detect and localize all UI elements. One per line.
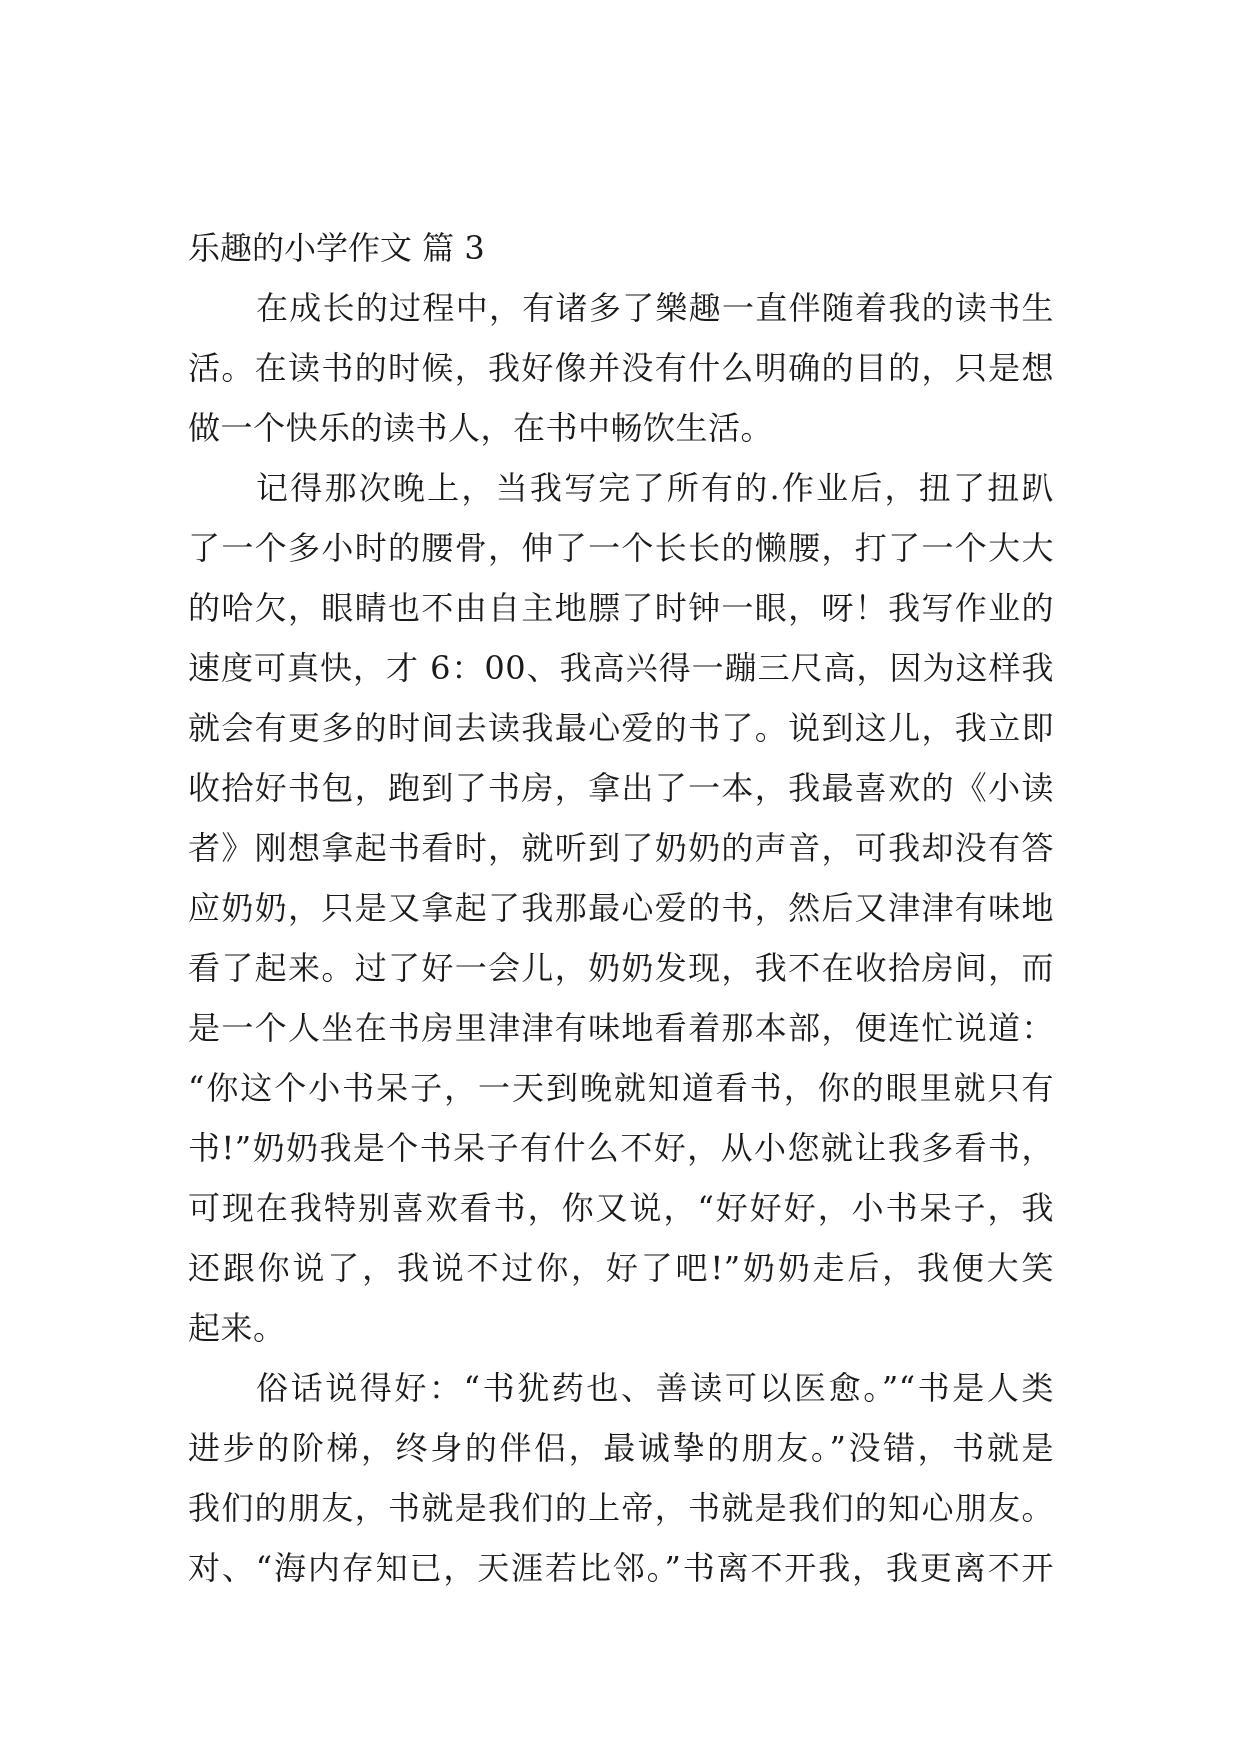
text-line: 做一个快乐的读书人，在书中畅饮生活。 [188, 409, 774, 447]
text-line: 俗话说得好：“书犹药也、善读可以医愈。”“书是人类 [256, 1369, 1054, 1407]
essay-body [188, 218, 1054, 1598]
text-line: 者》刚想拿起书看时，就听到了奶奶的声音，可我却没有答 [188, 829, 1054, 867]
text-line: 收拾好书包，跑到了书房，拿出了一本，我最喜欢的《小读 [188, 769, 1054, 807]
text-line: 起来。 [188, 1309, 286, 1347]
text-line: 的哈欠，眼睛也不由自主地膘了时钟一眼，呀！我写作业的 [188, 589, 1054, 627]
text-line: 是一个人坐在书房里津津有味地看着那本部，便连忙说道： [188, 1009, 1054, 1047]
text-line: 我们的朋友，书就是我们的上帝，书就是我们的知心朋友。 [188, 1489, 1054, 1527]
text-line: 书!”奶奶我是个书呆子有什么不好，从小您就让我多看书， [188, 1129, 1054, 1167]
paragraph-3 [188, 1358, 1054, 1598]
text-line: 可现在我特别喜欢看书，你又说，“好好好，小书呆子，我 [188, 1189, 1054, 1227]
text-line: 看了起来。过了好一会儿，奶奶发现，我不在收拾房间，而 [188, 949, 1054, 987]
text-line: 活。在读书的时候，我好像并没有什么明确的目的，只是想 [188, 349, 1054, 387]
text-line: 还跟你说了，我说不过你，好了吧!”奶奶走后，我便大笑 [188, 1249, 1054, 1287]
text-line: 速度可真快，才 6：00、我高兴得一蹦三尺高，因为这样我 [188, 649, 1054, 687]
text-line: 对、“海内存知已，天涯若比邻。”书离不开我，我更离不开 [188, 1549, 1054, 1587]
text-line: 在成长的过程中，有诸多了樂趣一直伴随着我的读书生 [256, 289, 1054, 327]
paragraph-2 [188, 458, 1054, 1358]
essay-title: 乐趣的小学作文 篇 3 [188, 229, 485, 267]
text-line: “你这个小书呆子，一天到晚就知道看书，你的眼里就只有 [188, 1069, 1054, 1107]
text-line: 就会有更多的时间去读我最心爱的书了。说到这儿，我立即 [188, 709, 1054, 747]
text-line: 应奶奶，只是又拿起了我那最心爱的书，然后又津津有味地 [188, 889, 1054, 927]
text-line: 进步的阶梯，终身的伴侣，最诚挚的朋友。”没错，书就是 [188, 1429, 1054, 1467]
paragraph-1 [188, 278, 1054, 458]
text-line: 记得那次晚上，当我写完了所有的.作业后，扭了扭趴 [256, 469, 1054, 507]
text-line: 了一个多小时的腰骨，伸了一个长长的懒腰，打了一个大大 [188, 529, 1054, 567]
